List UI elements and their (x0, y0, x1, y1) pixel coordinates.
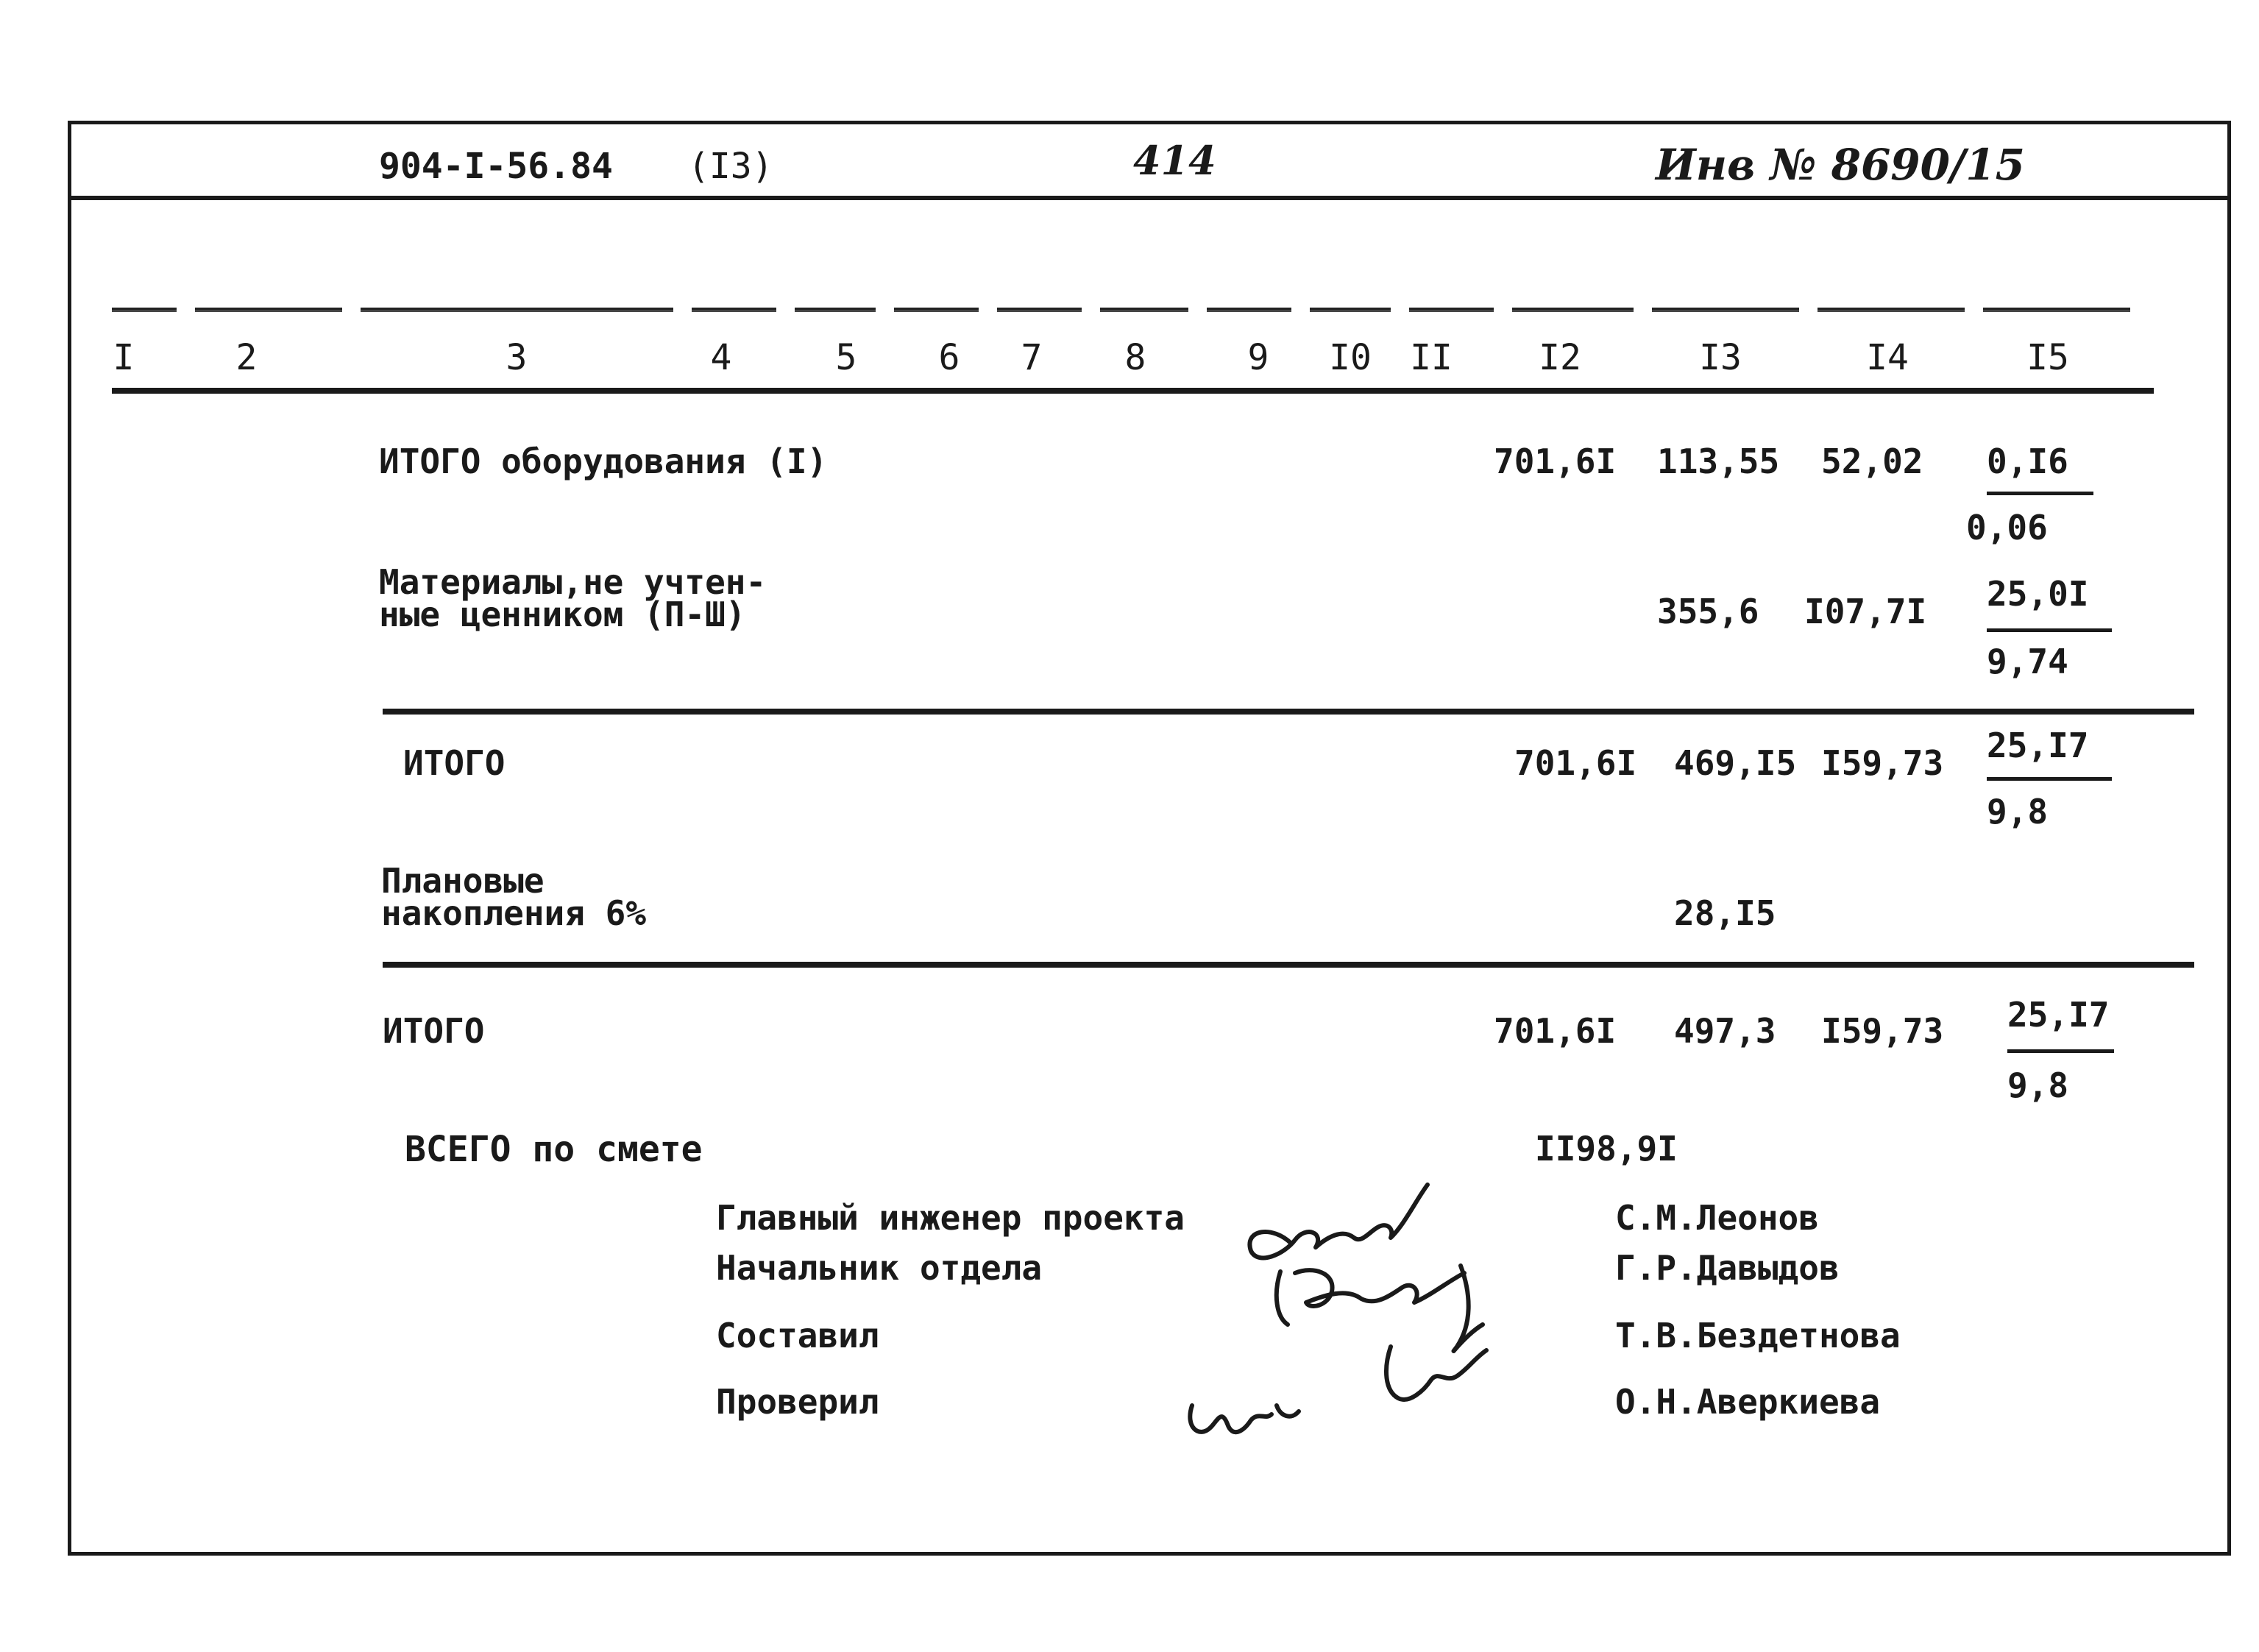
cell-col14: I59,73 (1821, 743, 1944, 783)
column-number: 3 (506, 337, 528, 378)
fraction-bar (1987, 492, 2093, 495)
section-rule (383, 709, 2194, 715)
row-label-line: ные ценником (П-Ш) (379, 595, 746, 634)
cell-col13: 469,I5 (1674, 743, 1797, 783)
signature-name: Г.Р.Давыдов (1615, 1248, 1840, 1288)
cell-col14: I07,7I (1804, 592, 1927, 631)
handwritten-signatures (1148, 1155, 1604, 1479)
row-label-line: накопления 6% (381, 893, 647, 933)
fraction-bar (1987, 777, 2112, 781)
fraction-bar (1987, 628, 2112, 632)
column-number: I0 (1329, 337, 1372, 378)
cell-col12: 701,6I (1494, 1011, 1617, 1051)
row-label: ИТОГО (403, 743, 506, 783)
column-number: 6 (938, 337, 960, 378)
cell-col14: I59,73 (1821, 1011, 1944, 1051)
section-rule (383, 962, 2194, 968)
column-number: I2 (1539, 337, 1581, 378)
doc-code: 904-I-56.84 (379, 146, 613, 187)
signature-role: Начальник отдела (716, 1248, 1043, 1288)
column-number: I4 (1866, 337, 1909, 378)
row-label: ИТОГО (383, 1011, 485, 1051)
cell-col13: 28,I5 (1674, 893, 1776, 933)
cell-col15-bottom: 9,74 (1987, 642, 2068, 681)
fraction-bar (2007, 1049, 2114, 1053)
column-number: 5 (835, 337, 857, 378)
signature-name: С.М.Леонов (1615, 1198, 1819, 1238)
column-number: 2 (235, 337, 258, 378)
column-number: 4 (710, 337, 732, 378)
signature-role: Составил (716, 1316, 879, 1355)
cell-col13: 355,6 (1657, 592, 1759, 631)
cell-col15-top: 0,I6 (1987, 442, 2068, 481)
column-number: 8 (1124, 337, 1146, 378)
cell-col12: 701,6I (1514, 743, 1637, 783)
grand-total-label: ВСЕГО по смете (405, 1129, 703, 1170)
cell-col15-bottom: 0,06 (1966, 508, 2048, 547)
column-number: II (1410, 337, 1453, 378)
column-number: I5 (2026, 337, 2069, 378)
inventory-number: Инв № 8690/15 (1656, 140, 2025, 190)
cell-col13: 497,3 (1674, 1011, 1776, 1051)
signature-name: О.Н.Аверкиева (1615, 1382, 1881, 1422)
cell-col15-top: 25,0I (1987, 574, 2089, 614)
row-label: ИТОГО оборудования (I) (379, 442, 828, 481)
cell-col15-bottom: 9,8 (2007, 1066, 2069, 1105)
row-label-line: Плановые (381, 861, 545, 901)
cell-col15-top: 25,I7 (1987, 726, 2089, 765)
cell-col13: 113,55 (1657, 442, 1780, 481)
column-number: I3 (1699, 337, 1742, 378)
column-number: I (113, 337, 135, 378)
page-number: 414 (1133, 137, 1216, 184)
row-label-line: Материалы,не учтен- (379, 562, 767, 602)
header-rule (68, 196, 2231, 200)
signature-role: Проверил (716, 1382, 879, 1422)
cell-col12: 701,6I (1494, 442, 1617, 481)
cell-col14: 52,02 (1821, 442, 1923, 481)
section-code: (I3) (688, 146, 773, 187)
column-number: 7 (1021, 337, 1043, 378)
column-header-rule (112, 388, 2154, 394)
grand-total-value: II98,9I (1535, 1129, 1678, 1169)
column-number: 9 (1247, 337, 1269, 378)
cell-col15-bottom: 9,8 (1987, 792, 2049, 832)
cell-col15-top: 25,I7 (2007, 995, 2110, 1035)
signature-name: Т.В.Бездетнова (1615, 1316, 1901, 1355)
signature-role: Главный инженер проекта (716, 1198, 1185, 1238)
